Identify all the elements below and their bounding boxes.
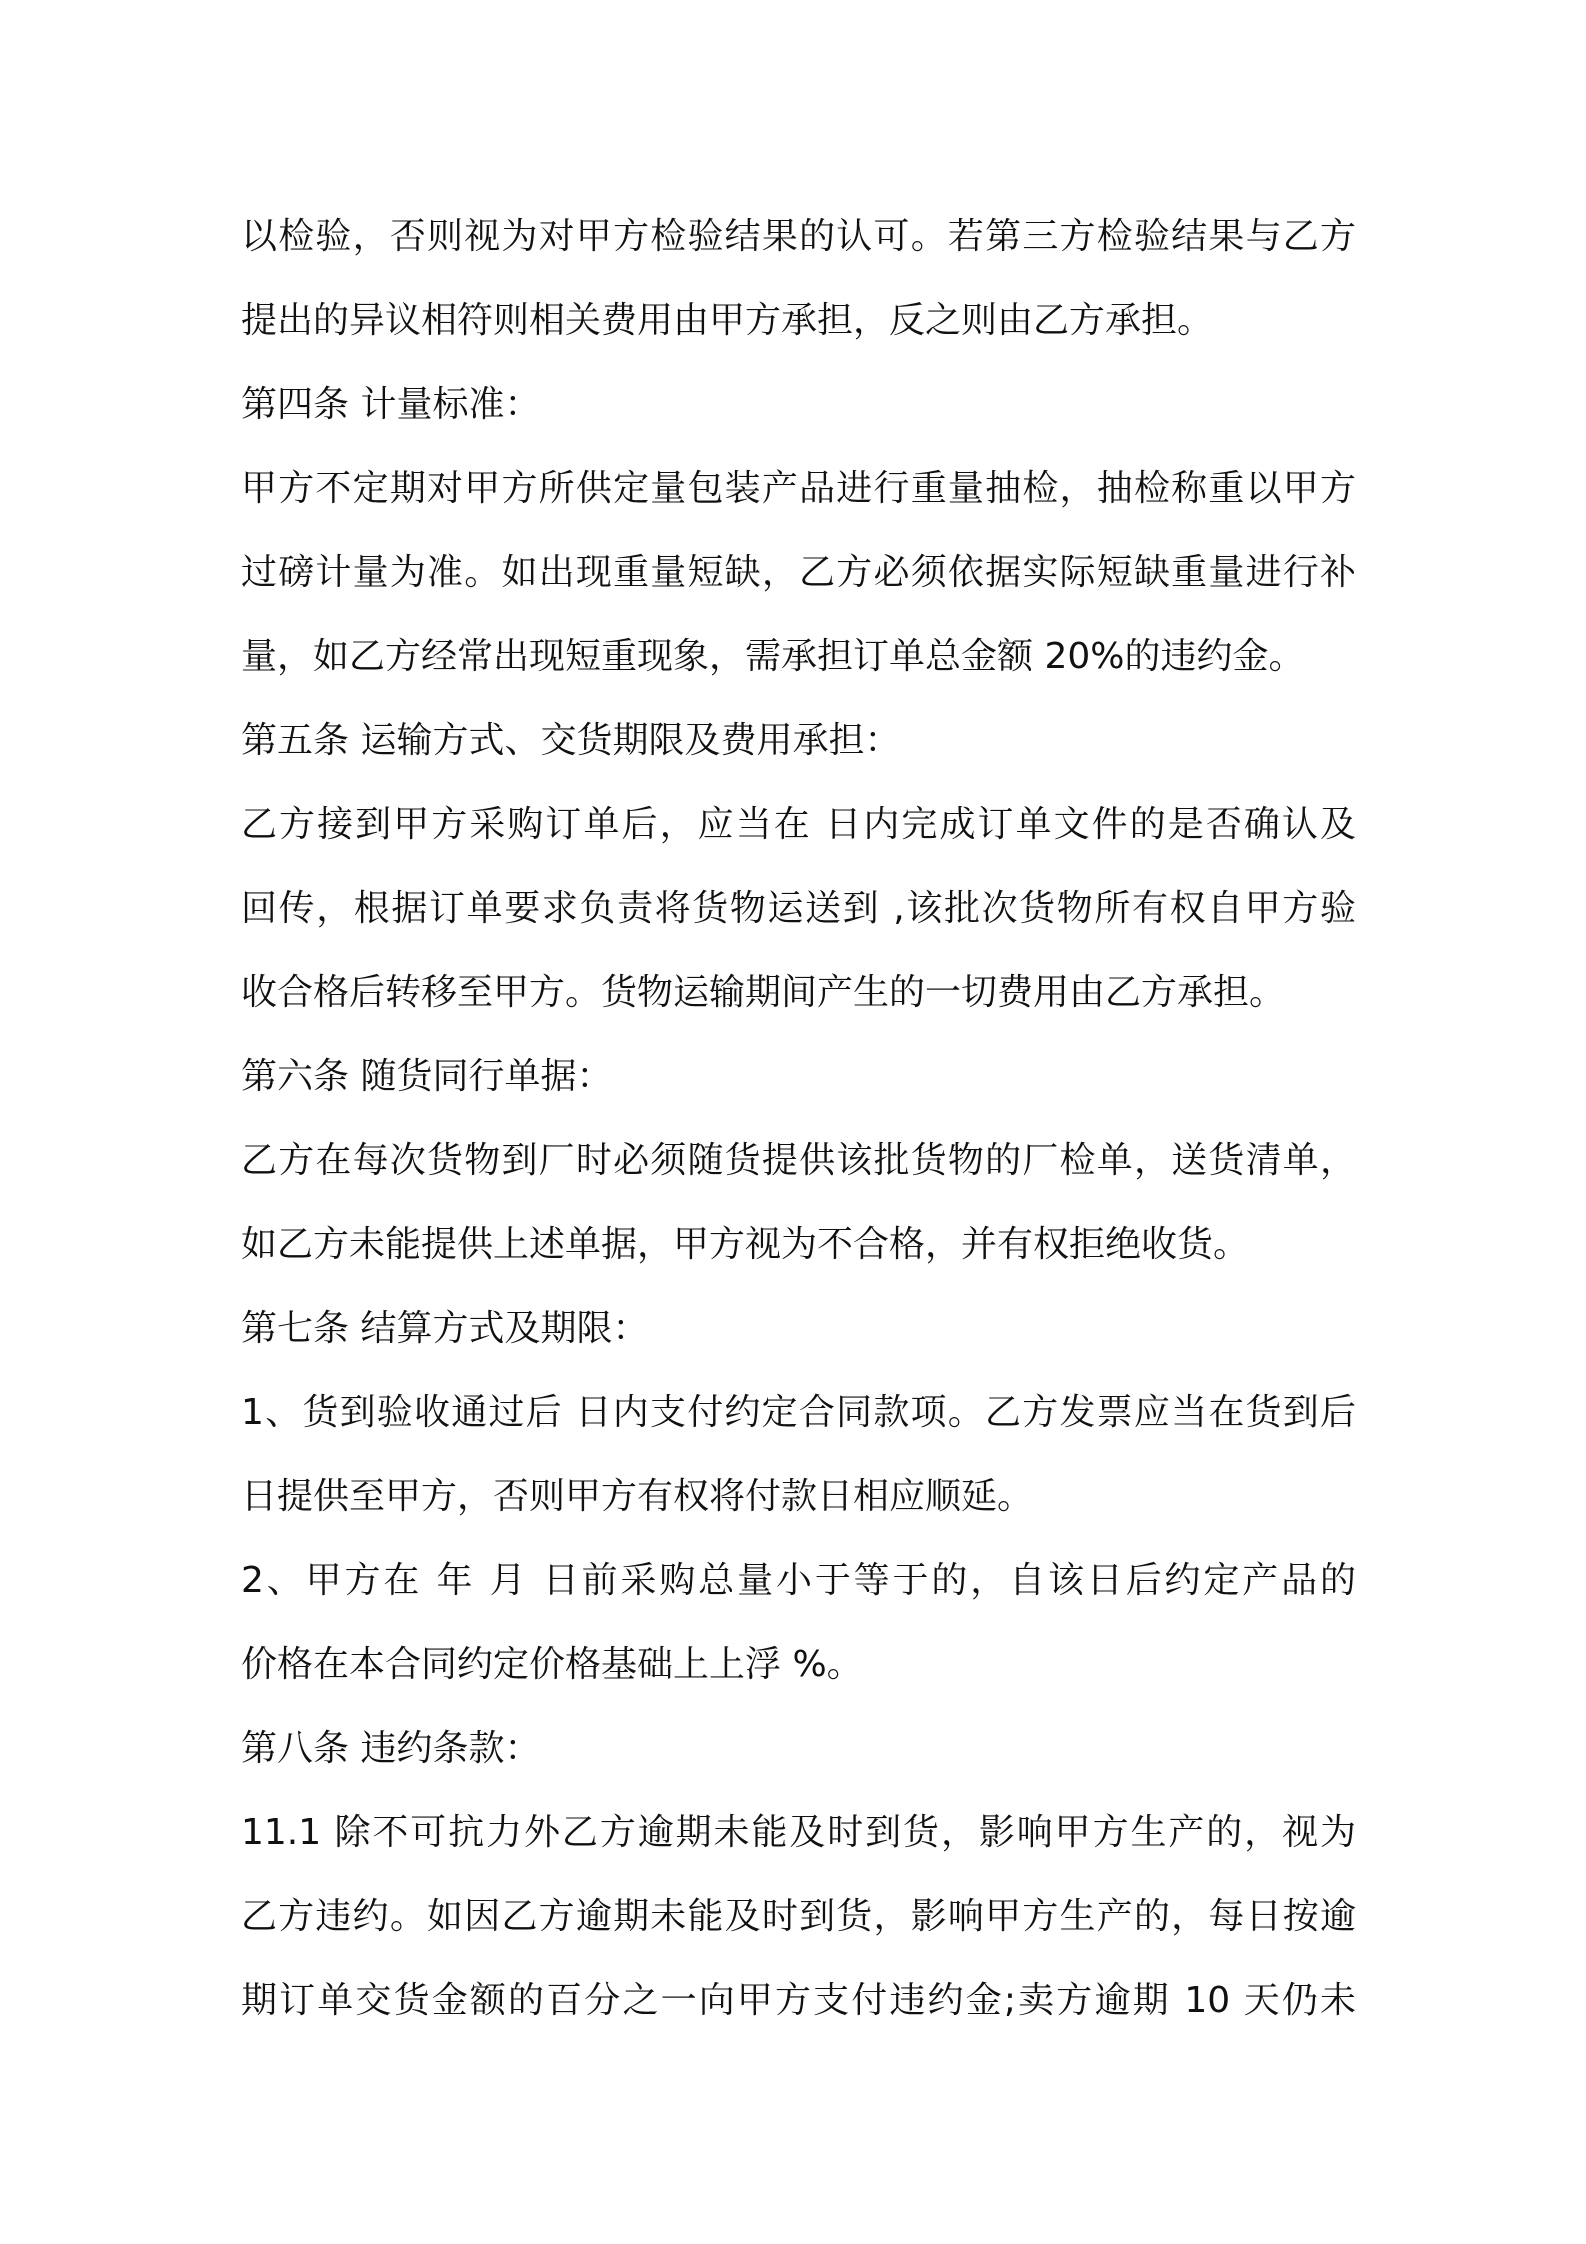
text-line: 过磅计量为准。如出现重量短缺，乙方必须依据实际短缺重量进行补 xyxy=(241,552,1356,593)
text-line: 如乙方未能提供上述单据，甲方视为不合格，并有权拒绝收货。 xyxy=(241,1224,1250,1265)
article-heading: 第七条 结算方式及期限： xyxy=(241,1308,649,1349)
article-heading: 第五条 运输方式、交货期限及费用承担： xyxy=(241,720,901,761)
contract-body xyxy=(241,195,1356,2043)
text-line: 以检验，否则视为对甲方检验结果的认可。若第三方检验结果与乙方 xyxy=(241,216,1356,257)
text-line: 提出的异议相符则相关费用由甲方承担，反之则由乙方承担。 xyxy=(241,300,1214,341)
text-line: 价格在本合同约定价格基础上上浮 %。 xyxy=(241,1644,863,1685)
text-line: 期订单交货金额的百分之一向甲方支付违约金;卖方逾期 10 天仍未 xyxy=(241,1980,1356,2021)
text-line: 乙方违约。如因乙方逾期未能及时到货，影响甲方生产的，每日按逾 xyxy=(241,1896,1356,1937)
text-line: 收合格后转移至甲方。货物运输期间产生的一切费用由乙方承担。 xyxy=(241,972,1286,1013)
text-line: 2、甲方在 年 月 日前采购总量小于等于的，自该日后约定产品的 xyxy=(241,1560,1356,1601)
text-line: 量，如乙方经常出现短重现象，需承担订单总金额 20%的违约金。 xyxy=(241,636,1305,677)
text-line: 乙方接到甲方采购订单后，应当在 日内完成订单文件的是否确认及 xyxy=(241,804,1356,845)
text-line: 1、货到验收通过后 日内支付约定合同款项。乙方发票应当在货到后 xyxy=(241,1392,1356,1433)
article-heading: 第六条 随货同行单据： xyxy=(241,1056,613,1097)
text-line: 甲方不定期对甲方所供定量包装产品进行重量抽检，抽检称重以甲方 xyxy=(241,468,1356,509)
text-line: 乙方在每次货物到厂时必须随货提供该批货物的厂检单，送货清单， xyxy=(241,1140,1356,1181)
article-heading: 第四条 计量标准： xyxy=(241,384,541,425)
article-heading: 第八条 违约条款： xyxy=(241,1728,541,1769)
text-line: 11.1 除不可抗力外乙方逾期未能及时到货，影响甲方生产的，视为 xyxy=(241,1812,1356,1853)
text-line: 日提供至甲方，否则甲方有权将付款日相应顺延。 xyxy=(241,1476,1034,1517)
text-line: 回传，根据订单要求负责将货物运送到 ,该批次货物所有权自甲方验 xyxy=(241,888,1356,929)
